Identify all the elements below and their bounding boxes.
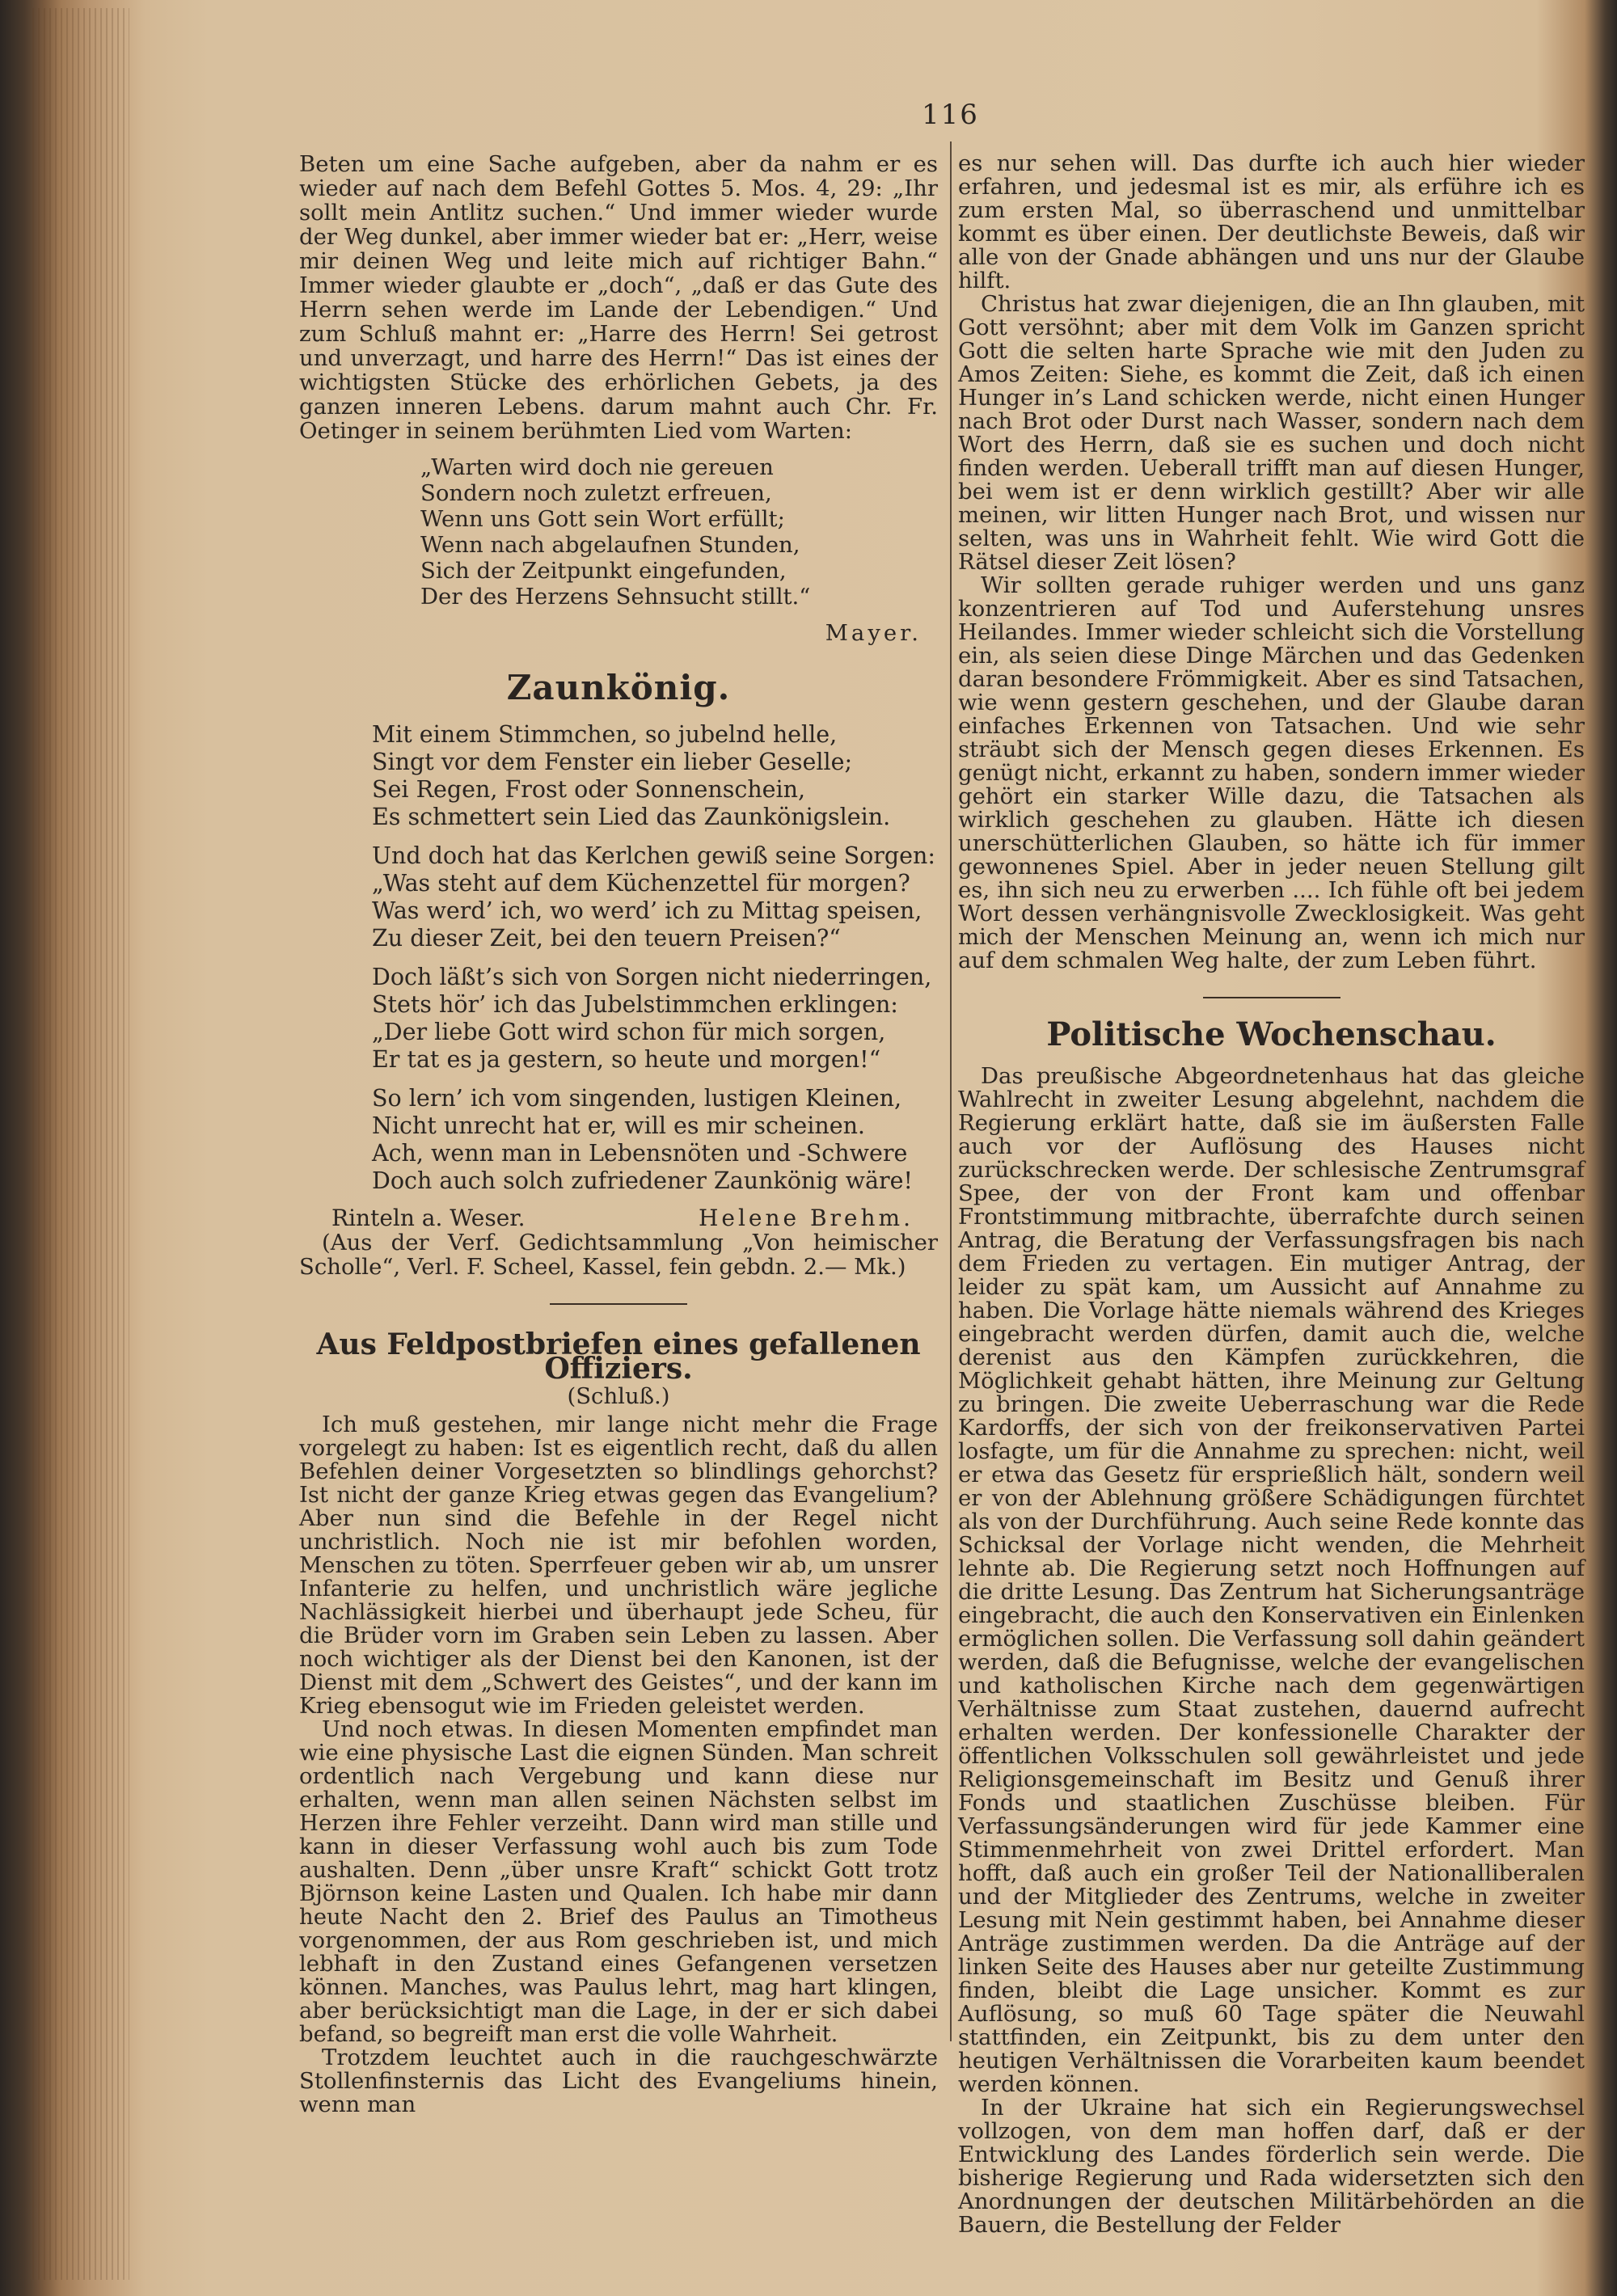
oetinger-poem xyxy=(420,454,938,610)
paragraph: Und noch etwas. In diesen Momenten empfindet man wie eine physische Last die eignen Sünden. Man schreit ordentlich nach Vergebung und kann diese nur erhalten, wenn man allen seinen Nächsten selbst im Herzen ihre Fehler verzeiht. Dann wird man stille und kann in dieser Verfassung wohl auch bis zum Tode aushalten. Denn „über unsre Kraft“ schickt Gott trotz Björnson keine Lasten und Qualen. Ich habe mir dann heute Nacht den 2. Brief des Paulus an Timotheus vorgenommen, der aus Rom geschrieben ist, und mich lebhaft in den Zustand eines Gefangenen versetzen können. Manches, was Paulus lehrt, mag hart klingen, aber berücksichtigt man die Lage, in der er sich dabei befand, so begreift man erst die volle Wahrheit. xyxy=(299,1716,938,2047)
poem-line: So lern’ ich vom singenden, lustigen Kleinen, xyxy=(372,1085,902,1112)
source-note: (Aus der Verf. Gedichtsammlung „Von heimischer Scholle“, Verl. F. Scheel, Kassel, fein gebdn. 2.— Mk.) xyxy=(299,1230,938,1280)
feldpost-subtitle: (Schluß.) xyxy=(567,1383,670,1409)
poem-attribution: Mayer. xyxy=(825,620,922,646)
left-column xyxy=(299,152,938,2117)
zaunkoenig-poem xyxy=(372,721,938,1195)
poem-line: Sondern noch zuletzt erfreuen, xyxy=(420,480,772,506)
poem-line: Stets hör’ ich das Jubelstimmchen erklingen: xyxy=(372,991,898,1018)
poem-stanza xyxy=(372,1085,938,1195)
poem-line: Sich der Zeitpunkt eingefunden, xyxy=(420,558,787,584)
page-number: 116 xyxy=(922,99,979,131)
politik-title: Politische Wochenschau. xyxy=(1046,1015,1497,1053)
poem-line: Was werd’ ich, wo werd’ ich zu Mittag speisen, xyxy=(372,897,922,924)
paragraph: Das preußische Abgeordnetenhaus hat das gleiche Wahlrecht in zweiter Lesung abgelehnt, nachdem die Regierung erklärt hatte, daß sie im äußersten Falle auch vor der Auflösung des Hauses nicht zurückschrecken werde. Der schlesische Zentrumsgraf Spee, der von der Front kam und offenbar Frontstimmung mitbrachte, überrafchte durch seinen Antrag, die Beratung der Verfassungsfragen bis nach dem Frieden zu vertagen. Ein mutiger Antrag, der leider zu spät kam, um Aussicht auf Annahme zu haben. Die Vorlage hätte niemals während des Krieges eingebracht werden dürfen, damit auch die, welche derenist aus den Kämpfen zurückkehren, die Möglichkeit gehabt hätten, ihre Meinung zur Geltung zu bringen. Die zweite Ueberraschung war die Rede Kardorffs, der sich von der freikonservativen Partei losfagte, um für die Annahme zu sprechen: nicht, weil er etwa das Gesetz für ersprießlich hält, sondern weil er von der Ablehnung größere Schädigungen fürchtet als von der Durchführung. Auch seine Rede konnte das Schicksal der Vorlage nicht wenden, die Mehrheit lehnte ab. Die Regierung setzt noch Hoffnungen auf die dritte Lesung. Das Zentrum hat Sicherungsanträge eingebracht, die auch den Konservativen ein Einlenken ermöglichen sollen. Die Verfassung soll dahin geändert werden, daß die Befugnisse, welche der evangelischen und katholischen Kirche nach dem gegenwärtigen Verhältnisse zum Staat zustehen, dauernd aufrecht erhalten werden. Der konfessionelle Charakter der öffentlichen Volksschulen soll gewährleistet und jede Religionsgemeinschaft im Besitz und Genuß ihrer Fonds und staatlichen Zuschüsse bleiben. Für Verfassungsänderungen wird für jede Kammer eine Stimmenmehrheit von zwei Drittel erfordert. Man hofft, daß auch ein großer Teil der Nationalliberalen und der Mitglieder des Zentrums, welche in zweiter Lesung mit Nein gestimmt haben, bei Annahme dieser Anträge zustimmen werden. Da die Anträge auf der linken Seite des Hauses aber nur geteilte Zustimmung finden, bleibt die Lage unsicher. Kommt es zur Auflösung, so muß 60 Tage später die Neuwahl stattfinden, ein Zeitpunkt, bis zu dem unter den heutigen Verhältnissen die Vorarbeiten kaum beendet werden können. xyxy=(958,1063,1585,2097)
book-page-edge xyxy=(32,8,129,2280)
poem-line: Und doch hat das Kerlchen gewiß seine Sorgen: xyxy=(372,842,935,869)
poem-line: Ach, wenn man in Lebensnöten und -Schwere xyxy=(372,1140,908,1167)
place: Rinteln a. Weser. xyxy=(331,1205,526,1231)
paragraph: Wir sollten gerade ruhiger werden und uns ganz konzentrieren auf Tod und Auferstehung unsres Heilandes. Immer wieder schleicht sich die Vorstellung ein, als seien diese Dinge Märchen und das Gedenken daran besondere Frömmigkeit. Aber es sind Tatsachen, wie wenn gestern geschehen, und der Glaube daran einfaches Erkennen von Tatsachen. Und wie sehr sträubt sich der Mensch gegen dieses Erkennen. Es genügt nicht, erkannt zu haben, sondern immer wieder gehört ein starker Wille dazu, die Tatsachen als wirklich geschehen zu glauben. Hätte ich diesen unerschütterlichen Glauben, so hätte ich für immer gewonnenes Spiel. Aber in jeder neuen Stellung gilt es, ihn sich neu zu erwerben .... Ich fühle oft bei jedem Wort dessen verhängnisvolle Zwecklosigkeit. Was geht mich der Menschen Meinung an, wenn ich mich nur auf dem schmalen Weg halte, der zum Leben führt. xyxy=(958,572,1585,973)
column-divider xyxy=(950,141,952,2041)
feldpost-title: Aus Feldpostbriefen eines gefallenen Offiziers. xyxy=(316,1327,921,1386)
paragraph: Trotzdem leuchtet auch in die rauchgeschwärzte Stollenfinsternis das Licht des Evangeliums hinein, wenn man xyxy=(299,2045,938,2117)
author: Helene Brehm. xyxy=(698,1205,914,1231)
poem-line: Nicht unrecht hat er, will es mir scheinen. xyxy=(372,1112,865,1139)
right-column xyxy=(958,152,1585,2237)
poem-line: Doch auch solch zufriedener Zaunkönig wäre! xyxy=(372,1167,913,1194)
poem-line: Sei Regen, Frost oder Sonnenschein, xyxy=(372,776,806,803)
poem-line: Er tat es ja gestern, so heute und morgen!“ xyxy=(372,1046,881,1073)
poem-line: Es schmettert sein Lied das Zaunkönigslein. xyxy=(372,804,891,830)
section-divider xyxy=(550,1303,687,1305)
poem-line: Doch läßt’s sich von Sorgen nicht niederringen, xyxy=(372,964,932,990)
poem-line: „Warten wird doch nie gereuen xyxy=(420,454,774,480)
poem-line: Der des Herzens Sehnsucht stillt.“ xyxy=(420,584,811,610)
paragraph: In der Ukraine hat sich ein Regierungswechsel vollzogen, von dem man hoffen darf, daß er der Entwicklung des Landes förderlich sein werde. Die bisherige Regierung und Rada widersetzten sich den Anordnungen der deutschen Militärbehörden an die Bauern, die Bestellung der Felder xyxy=(958,2095,1585,2238)
politik-body xyxy=(958,1065,1585,2237)
zaunkoenig-signature xyxy=(331,1206,914,1230)
paragraph: Ich muß gestehen, mir lange nicht mehr die Frage vorgelegt zu haben: Ist es eigentlich recht, daß du allen Befehlen deiner Vorgesetzten so blindlings gehorchst? Ist nicht der ganze Krieg etwas gegen das Evangelium? Aber nun sind die Befehle in der Regel nicht unchristlich. Noch nie ist mir befohlen worden, Menschen zu töten. Sperrfeuer geben wir ab, um unsrer Infanterie zu helfen, und unchristlich wäre jegliche Nachlässigkeit hierbei und überhaupt jede Scheu, für die Brüder vorn im Graben sein Leben zu lassen. Aber noch wichtiger als der Dienst bei den Kanonen, ist der Dienst mit dem „Schwert des Geistes“, und der kann im Krieg ebensogut wie im Frieden geleistet werden. xyxy=(299,1412,938,1719)
poem-line: Wenn uns Gott sein Wort erfüllt; xyxy=(420,506,785,532)
feldpost-body xyxy=(299,1413,938,2117)
poem-line: Zu dieser Zeit, bei den teuern Preisen?“ xyxy=(372,925,841,952)
poem-line: „Was steht auf dem Küchenzettel für morgen? xyxy=(372,870,910,897)
poem-line: „Der liebe Gott wird schon für mich sorgen, xyxy=(372,1019,886,1045)
poem-stanza xyxy=(372,964,938,1074)
poem-stanza xyxy=(372,842,938,952)
feldpost-continued xyxy=(958,152,1585,973)
zaunkoenig-title: Zaunkönig. xyxy=(506,668,731,707)
section-divider xyxy=(1203,997,1340,998)
paragraph: Christus hat zwar diejenigen, die an Ihn glauben, mit Gott versöhnt; aber mit dem Volk im Ganzen spricht Gott die selten harte Sprache wie mit den Juden zu Amos Zeiten: Siehe, es kommt die Zeit, daß ich einen Hunger in’s Land schicken werde, nicht einen Hunger nach Brot oder Durst nach Wasser, sondern nach dem Wort des Herrn, daß sie es suchen und doch nicht finden werden. Ueberall trifft man auf diesen Hunger, bei wem ist er denn wirklich gestillt? Aber wir alle meinen, wir litten Hunger nach Brot, und wissen nur selten, was uns in Wahrheit fehlt. Wie wird Gott die Rätsel dieser Zeit lösen? xyxy=(958,291,1585,575)
intro-paragraph: Beten um eine Sache aufgeben, aber da nahm er es wieder auf nach dem Befehl Gottes 5. Mos. 4, 29: „Ihr sollt mein Antlitz suchen.“ Und immer wieder wurde der Weg dunkel, aber immer wieder bat er: „Herr, weise mir deinen Weg und leite mich auf richtiger Bahn.“ Immer wieder glaubte er „doch“, „daß er das Gute des Herrn sehen werde im Lande der Lebendigen.“ Und zum Schluß mahnt er: „Harre des Herrn! Sei getrost und unverzagt, und harre des Herrn!“ Das ist eines der wichtigsten Stücke des erhörlichen Gebets, ja des ganzen inneren Lebens. darum mahnt auch Chr. Fr. Oetinger in seinem berühmten Lied vom Warten: xyxy=(299,151,938,444)
poem-line: Singt vor dem Fenster ein lieber Geselle; xyxy=(372,749,853,775)
paragraph: es nur sehen will. Das durfte ich auch hier wieder erfahren, und jedesmal ist es mir, als erführe ich es zum ersten Mal, so überraschend und unmittelbar kommt es über einen. Der deutlichste Beweis, daß wir alle von der Gnade abhängen und uns nur der Glaube hilft. xyxy=(958,150,1585,293)
poem-stanza xyxy=(372,721,938,831)
poem-line: Mit einem Stimmchen, so jubelnd helle, xyxy=(372,721,838,748)
poem-line: Wenn nach abgelaufnen Stunden, xyxy=(420,532,800,558)
